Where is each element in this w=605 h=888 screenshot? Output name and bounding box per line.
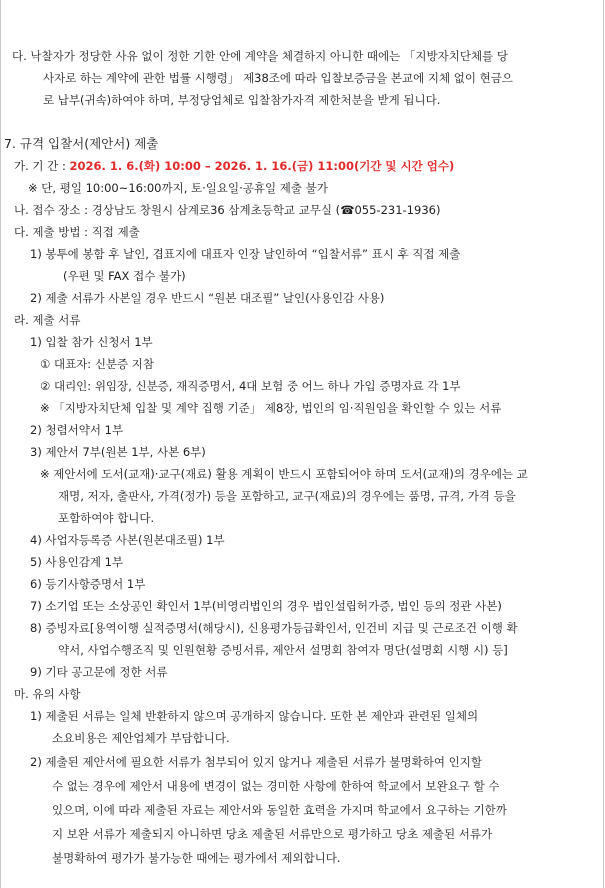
docs-line: 포함하여야 합니다.: [58, 511, 155, 525]
docs-line: 1) 입찰 참가 신청서 1부: [30, 335, 153, 349]
docs-line: 4) 사업자등록증 사본(원본대조필) 1부: [30, 533, 225, 547]
notes-line: 수 없는 경우에 제안서 내용에 변경이 없는 경미한 사항에 한하여 학교에서 보완요구 할 수: [52, 779, 500, 793]
notes-title: 마. 유의 사항: [14, 687, 81, 701]
section-title: 7. 규격 입찰서(제안서) 제출: [4, 136, 159, 151]
docs-line: 7) 소기업 또는 소상공인 확인서 1부(비영리법인의 경우 법인설립허가증, 법인 등의 정관 사본): [30, 599, 502, 613]
paragraph-line: 사자로 하는 계약에 관한 법률 시행령」 제38조에 따라 입찰보증금을 본교에 지체 없이 현금으: [43, 71, 513, 85]
docs-line: 2) 청렴서약서 1부: [30, 423, 124, 437]
docs-line: 약서, 사업수행조직 및 인원현황 증빙서류, 제안서 설명회 참여자 명단(설명회 시행 시) 등]: [58, 643, 508, 657]
paragraph-line: 다. 낙찰자가 정당한 사유 없이 정한 기한 안에 계약을 체결하지 아니한 때에는 「지방자치단체를 당: [12, 49, 508, 63]
period-value: 2026. 1. 6.(화) 10:00 – 2026. 1. 16.(금) 11:00(기간 및 시간 엄수): [69, 159, 455, 173]
notes-line: 소요비용은 제안업체가 부담합니다.: [52, 731, 230, 745]
docs-line: ① 대표자: 신분증 지참: [40, 357, 155, 371]
method-item: (우편 및 FAX 접수 불가): [63, 269, 186, 283]
notes-line: 불명확하여 평가가 불가능한 때에는 평가에서 제외합니다.: [52, 851, 341, 865]
method-item: 2) 제출 서류가 사본일 경우 반드시 “원본 대조필” 날인(사용인감 사용): [30, 291, 385, 305]
page-left-border: [0, 0, 1, 888]
docs-line: ② 대리인: 위임장, 신분증, 재직증명서, 4대 보험 중 어느 하나 가입 증명자료 각 1부: [40, 379, 461, 393]
docs-line: 6) 등기사항증명서 1부: [30, 577, 146, 591]
docs-line: 5) 사용인감계 1부: [30, 555, 124, 569]
method-item: 1) 봉투에 봉함 후 날인, 겹표지에 대표자 인장 날인하여 “입찰서류” 표시 후 직접 제출: [30, 247, 461, 261]
period-line: [14, 158, 454, 174]
period-label: 가. 기 간 :: [14, 159, 70, 173]
period-note: ※ 단, 평일 10:00~16:00까지, 토·일요일·공휴일 제출 불가: [28, 181, 328, 195]
notes-line: 지 보완 서류가 제출되지 아니하면 당초 제출된 서류만으로 평가하고 당초 제출된 서류가: [52, 827, 493, 841]
method-title: 다. 제출 방법 : 직접 제출: [14, 225, 140, 239]
paragraph-line: 로 납부(귀속)하여야 하며, 부정당업체로 입찰참가자격 제한처분을 받게 됩니다.: [43, 93, 441, 107]
docs-line: 9) 기타 공고문에 정한 서류: [30, 665, 168, 679]
submission-place: 나. 접수 장소 : 경상남도 창원시 삼계로36 삼계초등학교 교무실 (☎055-231-1936): [14, 203, 441, 217]
docs-title: 라. 제출 서류: [14, 313, 81, 327]
docs-line: 3) 제안서 7부(원본 1부, 사본 6부): [30, 445, 206, 459]
notes-line: 1) 제출된 서류는 일체 반환하지 않으며 공개하지 않습니다. 또한 본 제안과 관련된 일체의: [30, 709, 479, 723]
docs-line: 8) 증빙자료[용역이행 실적증명서(해당시), 신용평가등급확인서, 인건비 지급 및 근로조건 이행 확: [30, 621, 518, 635]
notes-line: 있으며, 이에 따라 제출된 자료는 제안서와 동일한 효력을 가지며 학교에서 요구하는 기한까: [52, 803, 507, 817]
docs-line: ※ 제안서에 도서(교재)·교구(재료) 활용 계획이 반드시 포함되어야 하며 도서(교재)의 경우에는 교: [40, 467, 528, 481]
docs-line: ※ 「지방자치단체 입찰 및 계약 집행 기준」 제8장, 법인의 임·직원임을 확인할 수 있는 서류: [40, 401, 502, 415]
docs-line: 재명, 저자, 출판사, 가격(정가) 등을 포함하고, 교구(재료)의 경우에는 품명, 규격, 가격 등을: [58, 489, 516, 503]
page-right-border: [603, 0, 604, 888]
notes-line: 2) 제출된 제안서에 필요한 서류가 첨부되어 있지 않거나 제출된 서류가 불명확하여 인지할: [30, 755, 482, 769]
